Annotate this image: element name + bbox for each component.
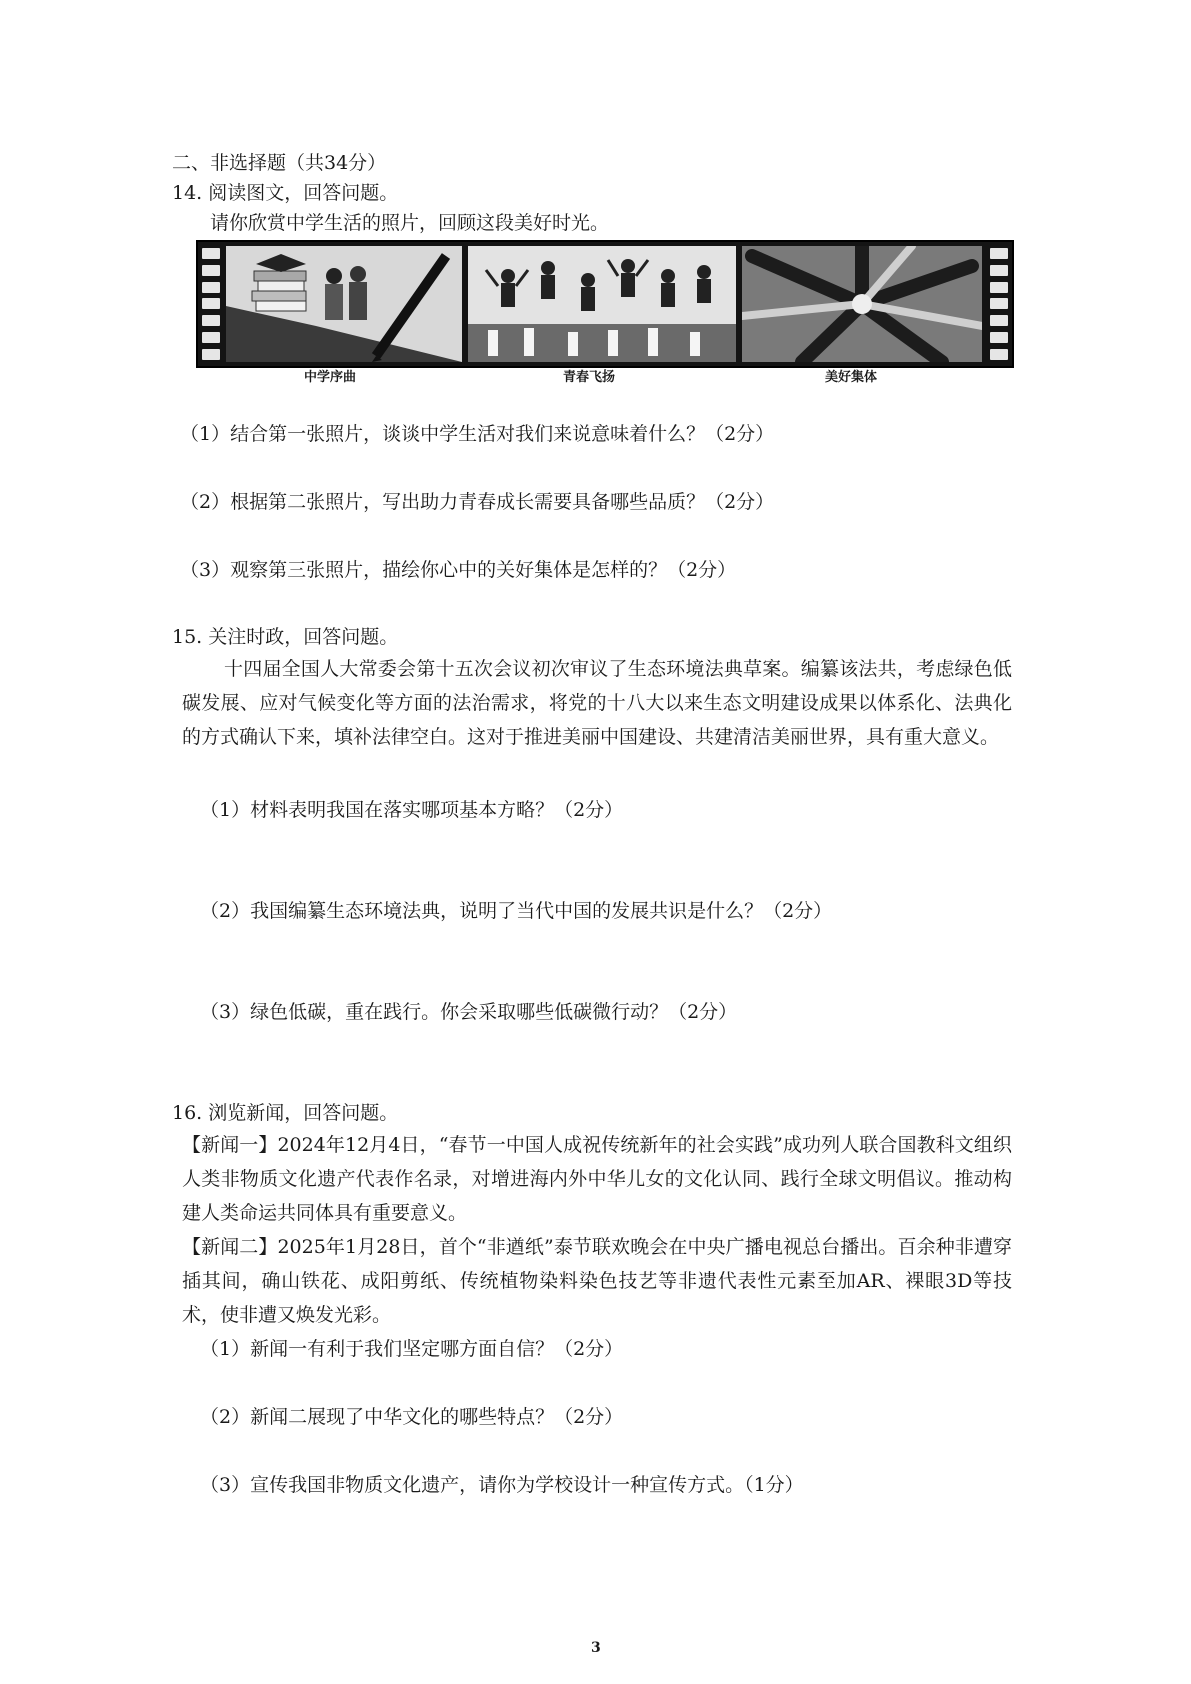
section-title: 二、非选择题（共34分） xyxy=(172,152,387,174)
photo-caption-3: 美好集体 xyxy=(825,370,878,385)
q16-sub-3: （3）宣传我国非物质文化遗产，请你为学校设计一种宣传方式。（1分） xyxy=(200,1474,804,1496)
q14-sub-3: （3）观察第三张照片，描绘你心中的关好集体是怎样的？（2分） xyxy=(180,559,737,581)
q16-sub-2: （2）新闻二展现了中华文化的哪些特点？（2分） xyxy=(200,1406,624,1428)
q16-sub-1: （1）新闻一有利于我们坚定哪方面自信？（2分） xyxy=(200,1338,624,1360)
q16-news-2: 【新闻二】2025年1月28日，首个“非遒纸”泰节联欢晚会在中央广播电视总台播出。百余种非遭穿插其间，确山铁花、成阳剪纸、传统植物染料染色技艺等非遗代表性元素至加AR、裸眼3D等技术，使非遭又焕发光彩。 xyxy=(182,1236,1012,1326)
q15-sub-3: （3）绿色低碳，重在践行。你会采取哪些低碳微行动？（2分） xyxy=(200,1001,738,1023)
q15-sub-2: （2）我国编纂生态环境法典，说明了当代中国的发展共识是什么？（2分） xyxy=(200,900,833,922)
photo-youth-soaring xyxy=(468,246,736,362)
q16-news-1: 【新闻一】2024年12月4日，“春节一中国人成祝传统新年的社会实践”成功列人联合国教科文组织人类非物质文化遗产代表作名录，对增进海内外中华儿女的文化认同、践行全球文明倡议。推动构建人类命运共同体具有重要意义。 xyxy=(182,1134,1012,1224)
q14-sub-1: （1）结合第一张照片，谈谈中学生活对我们来说意味着什么？（2分） xyxy=(180,423,775,445)
q16-title: 16. 浏览新闻，回答问题。 xyxy=(172,1102,399,1124)
q14-title: 14. 阅读图文，回答问题。 xyxy=(172,182,399,204)
q15-sub-1: （1）材料表明我国在落实哪项基本方略？（2分） xyxy=(200,799,624,821)
photo-caption-1: 中学序曲 xyxy=(304,370,357,385)
film-sprockets-right xyxy=(990,248,1008,360)
q15-title: 15. 关注时政，回答问题。 xyxy=(172,626,399,648)
page-number: 3 xyxy=(591,1640,601,1656)
q14-sub-2: （2）根据第二张照片，写出助力青春成长需要具备哪些品质？（2分） xyxy=(180,491,775,513)
photo-beautiful-collective xyxy=(742,246,982,362)
q14-intro: 请你欣赏中学生活的照片，回顾这段美好时光。 xyxy=(210,212,610,234)
photo-caption-2: 青春飞扬 xyxy=(563,370,616,385)
q15-material: 十四届全国人大常委会第十五次会议初次审议了生态环境法典草案。编纂该法共，考虑绿色低碳发展、应对气候变化等方面的法治需求，将党的十八大以来生态文明建设成果以体系化、法典化的方式确认下来，填补法律空白。这对于推进美丽中国建设、共建清洁美丽世界，具有重大意义。 xyxy=(182,658,1012,748)
film-sprockets-left xyxy=(202,248,220,360)
photo-middle-school-prelude xyxy=(226,246,462,362)
photo-filmstrip xyxy=(196,240,1014,368)
